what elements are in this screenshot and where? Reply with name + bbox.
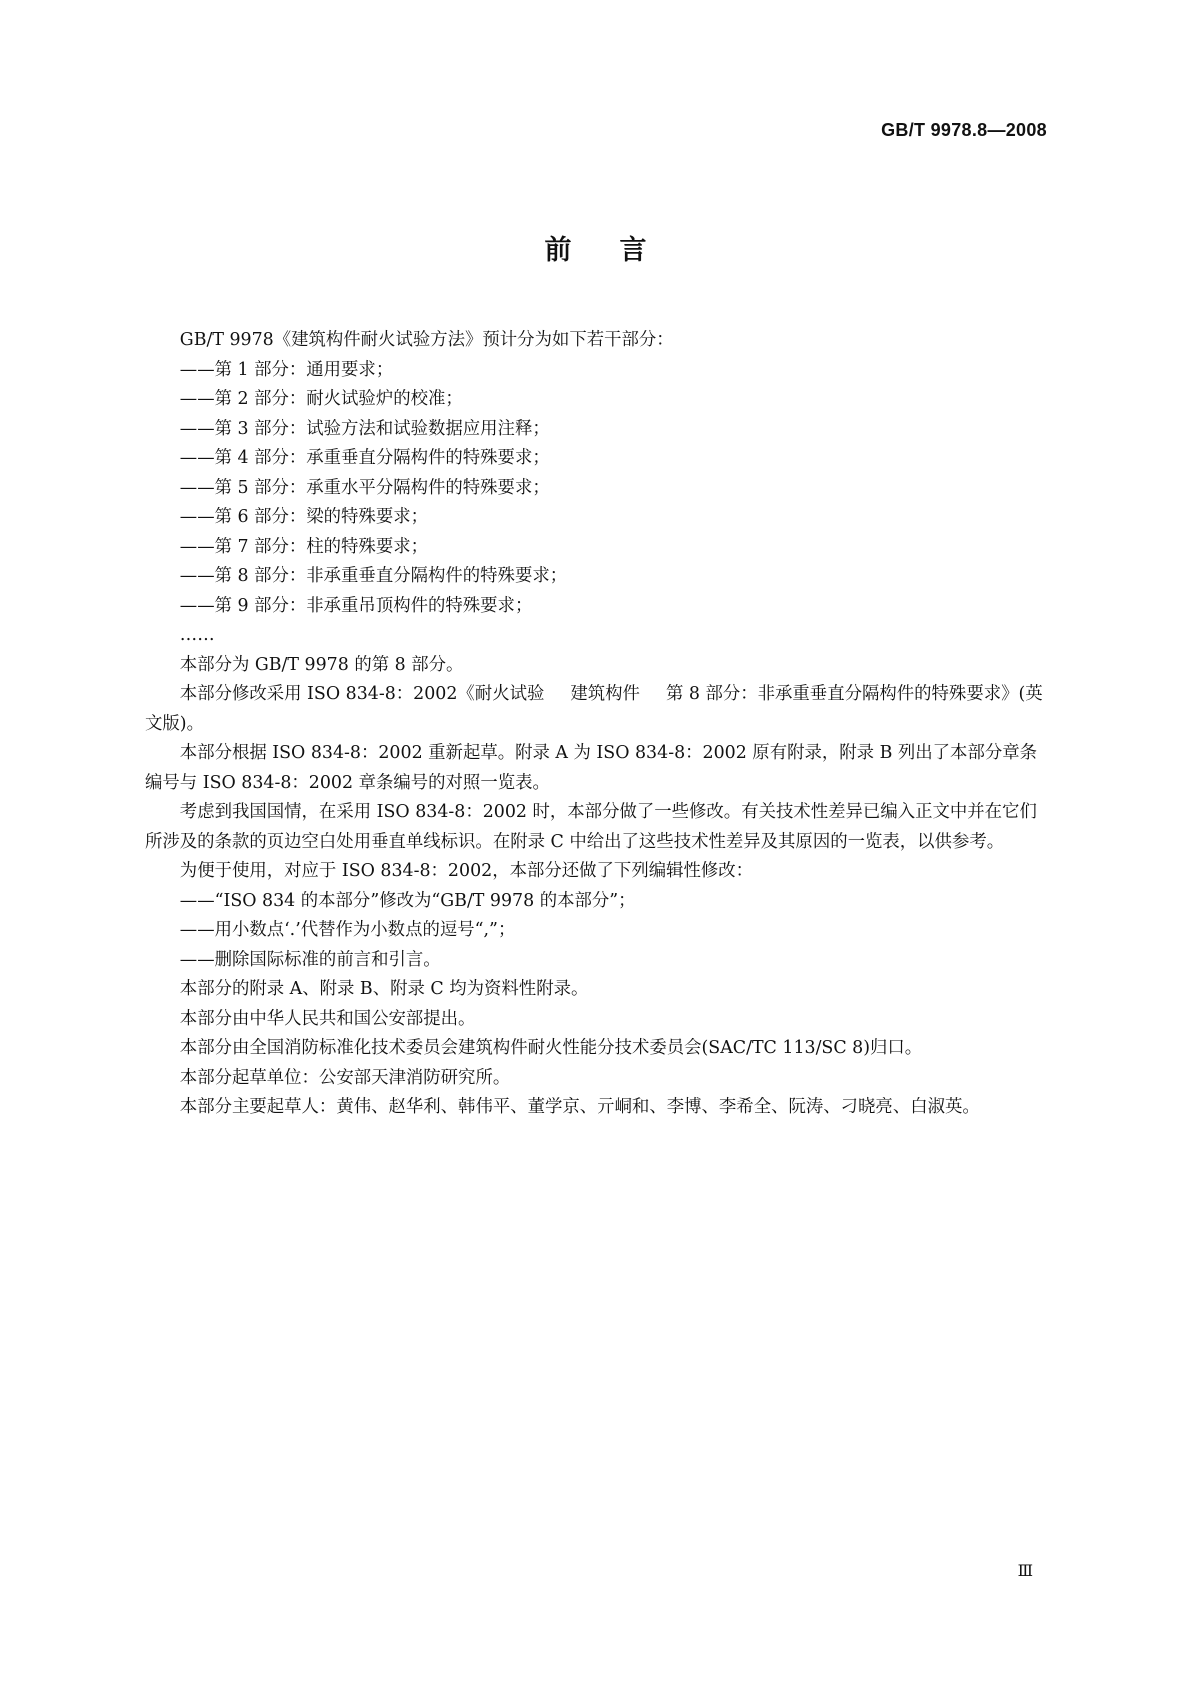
- part-item-1: ——第 1 部分：通用要求；: [179, 359, 394, 380]
- drafters-paragraph: 本部分主要起草人：黄伟、赵华利、韩伟平、董学京、亓峒和、李博、李希全、阮涛、刁晓亮、白淑英。: [179, 1097, 980, 1117]
- part-item-6: ——第 6 部分：梁的特殊要求；: [179, 507, 428, 527]
- modifications-paragraph: 考虑到我国国情，在采用 ISO 834-8：2002 时，本部分做了一些修改。有关技术性差异已编入正文中并在它们所涉及的条款的页边空白处用垂直单线标识。在附录 C 中给出了这些技术性差异及其原因的一览表，以供参考。: [145, 802, 1037, 852]
- page-number: Ⅲ: [1017, 1561, 1033, 1580]
- adoption-seg2: 第 8 部分：非承重垂直分隔构件的特殊要求》(英文版)。: [145, 684, 1043, 734]
- page-title: [0, 228, 1191, 267]
- title-char-2: 言: [619, 235, 647, 266]
- adoption-paragraph: [145, 680, 1050, 739]
- committee-paragraph: 本部分由全国消防标准化技术委员会建筑构件耐火性能分技术委员会(SAC/TC 113/SC 8)归口。: [179, 1038, 923, 1058]
- editorial-intro: 为便于使用，对应于 ISO 834-8：2002，本部分还做了下列编辑性修改：: [179, 861, 754, 881]
- part-item-2: ——第 2 部分：耐火试验炉的校准；: [179, 389, 463, 409]
- standard-code: GB/T 9978.8—2008: [881, 120, 1047, 140]
- part-item-8: ——第 8 部分：非承重垂直分隔构件的特殊要求；: [179, 566, 568, 586]
- adoption-seg1: 建筑构件: [570, 684, 640, 704]
- ellipsis: ……: [179, 625, 215, 645]
- intro-paragraph: GB/T 9978《建筑构件耐火试验方法》预计分为如下若干部分：: [179, 330, 674, 350]
- drafting-unit-paragraph: 本部分起草单位：公安部天津消防研究所。: [179, 1067, 511, 1088]
- foreword-body: [145, 326, 1050, 1123]
- editorial-item-1: ——“ISO 834 的本部分”修改为“GB/T 9978 的本部分”；: [179, 890, 636, 911]
- part-statement: 本部分为 GB/T 9978 的第 8 部分。: [179, 654, 464, 675]
- part-item-5: ——第 5 部分：承重水平分隔构件的特殊要求；: [179, 477, 550, 498]
- part-item-3: ——第 3 部分：试验方法和试验数据应用注释；: [179, 418, 550, 439]
- drafting-basis-paragraph: 本部分根据 ISO 834-8：2002 重新起草。附录 A 为 ISO 834-8：2002 原有附录，附录 B 列出了本部分章条编号与 ISO 834-8：2002 章条编号的对照一览表。: [145, 743, 1038, 793]
- part-item-7: ——第 7 部分：柱的特殊要求；: [179, 536, 428, 557]
- editorial-item-2: ——用小数点‘.’代替作为小数点的逗号“,”；: [179, 920, 516, 940]
- title-char-1: 前: [544, 235, 572, 266]
- editorial-item-3: ——删除国际标准的前言和引言。: [179, 949, 441, 970]
- part-item-4: ——第 4 部分：承重垂直分隔构件的特殊要求；: [179, 448, 550, 468]
- adoption-prefix: 本部分修改采用 ISO 834-8：2002《耐火试验: [179, 684, 545, 704]
- proposer-paragraph: 本部分由中华人民共和国公安部提出。: [179, 1008, 476, 1029]
- annexes-paragraph: 本部分的附录 A、附录 B、附录 C 均为资料性附录。: [179, 979, 589, 999]
- part-item-9: ——第 9 部分：非承重吊顶构件的特殊要求；: [179, 595, 533, 616]
